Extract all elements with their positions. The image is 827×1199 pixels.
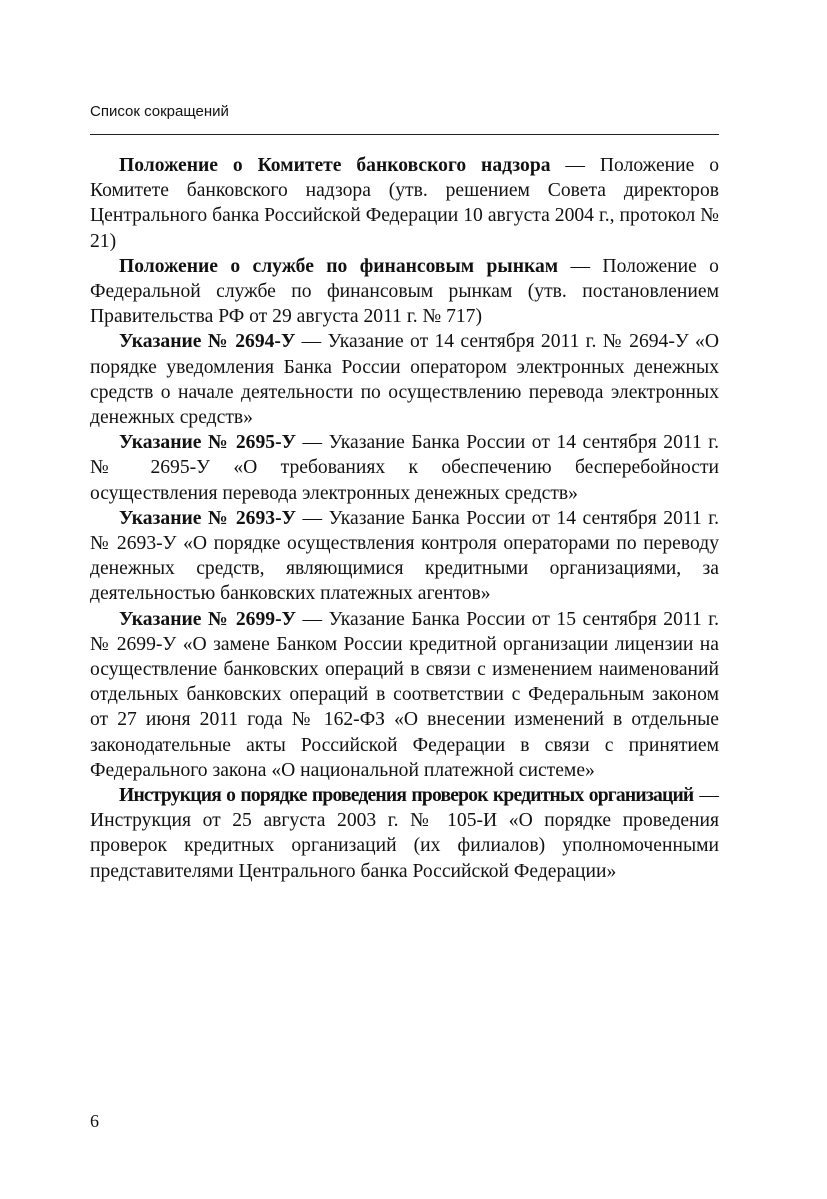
entry-definition: — Указание от 14 сентября 2011 г. № 2694-У «О порядке уведомления Банка России оператором электронных денежных средств о начале деятельности по осуществлению перевода электронных денежных средств» bbox=[90, 331, 719, 429]
entry-term: Указание № 2699-У bbox=[119, 608, 296, 630]
abbreviation-entry bbox=[90, 607, 719, 783]
entry-definition: — Указание Банка России от 15 сентября 2011 г. № 2699-У «О замене Банком России кредитной организации лицензии на осуществление банковских операций в связи с изменением наименований отдельных банковских операций в соответствии с Федеральным законом от 27 июня 2011 года № 162-ФЗ «О внесении изменений в отдельные законодательные акты Российской Федерации в связи с принятием Федерального закона «О национальной платежной системе» bbox=[90, 608, 720, 781]
entry-term: Указание № 2694-У bbox=[119, 331, 296, 353]
entry-term: Положение о Комитете банковского надзора bbox=[119, 155, 551, 176]
header-rule bbox=[90, 134, 719, 135]
entry-definition: — Указание Банка России от 14 сентября 2011 г. № 2695-У «О требованиях к обеспечению бесперебойности осуществления перевода электронных денежных средств» bbox=[90, 432, 720, 504]
abbreviation-entry bbox=[90, 430, 719, 506]
entry-term: Указание № 2695-У bbox=[119, 432, 296, 454]
page-number: 6 bbox=[90, 1111, 99, 1131]
abbreviation-entry bbox=[90, 153, 719, 254]
entry-term: Инструкция о порядке проведения проверок кредитных организаций bbox=[119, 785, 694, 807]
entry-term: Положение о службе по финансовым рынкам bbox=[119, 255, 559, 277]
entry-term: Указание № 2693-У bbox=[119, 507, 296, 529]
abbreviation-list bbox=[90, 153, 719, 884]
entry-definition: — Положение о Федеральной службе по финансовым рынкам (утв. постановлением Правительства РФ от 29 августа 2011 г. № 717) bbox=[90, 255, 719, 328]
entry-definition: — Положение о Комитете банковского надзора (утв. решением Совета директоров Центрального банка Российской Федерации 10 августа 2004 г., протокол № 21) bbox=[90, 155, 719, 252]
abbreviation-entry bbox=[90, 329, 719, 430]
abbreviation-entry bbox=[90, 254, 719, 330]
abbreviation-entry bbox=[90, 506, 719, 607]
abbreviation-entry bbox=[90, 783, 719, 884]
running-header: Список сокращений bbox=[90, 103, 229, 120]
entry-definition: — Инструкция от 25 августа 2003 г. № 105-И «О порядке проведения проверок кредитных организаций (их филиалов) уполномоченными представителями Центрального банка Российской Федерации» bbox=[90, 785, 719, 882]
entry-definition: — Указание Банка России от 14 сентября 2011 г. № 2693-У «О порядке осуществления контроля операторами по переводу денежных средств, являющимися кредитными организациями, за деятельностью банковских платежных агентов» bbox=[90, 507, 720, 605]
